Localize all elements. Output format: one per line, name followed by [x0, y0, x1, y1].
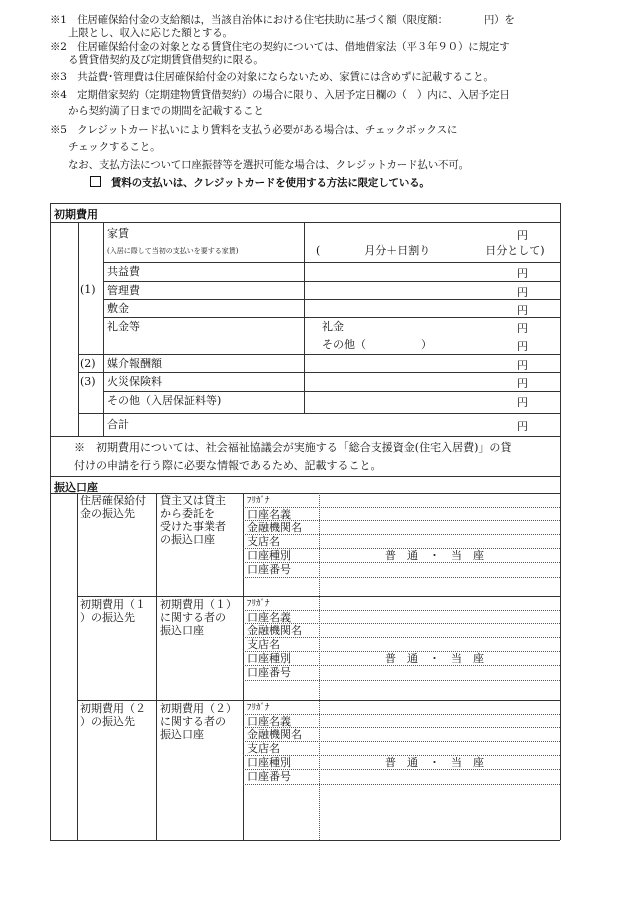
- block-3-account-number-input[interactable]: [320, 770, 559, 783]
- block-3-furigana-input[interactable]: [320, 701, 559, 713]
- rent-calculation: ( 月分＋日割り 日分として): [316, 244, 545, 257]
- block-1-bank-input[interactable]: [320, 521, 559, 533]
- group-1-label: (1): [80, 283, 96, 296]
- initial-costs-footnote-line-1: ※ 初期費用については、社会福祉協議会が実施する「総合支援資金(住宅入居費)」の貸: [74, 441, 512, 454]
- block-2-account-number-label: 口座番号: [247, 666, 291, 679]
- block-1-furigana-input[interactable]: [320, 494, 559, 506]
- deposit-label: 敷金: [107, 302, 129, 315]
- block-1-account-owner-line-2: から委託を: [160, 507, 215, 520]
- block-3-account-owner-line-3: 振込口座: [160, 728, 204, 741]
- block-1-account-name-input[interactable]: [320, 508, 559, 519]
- credit-card-checkbox-row[interactable]: [90, 176, 430, 190]
- total-yen: 円: [517, 420, 528, 433]
- fire-insurance-label: 火災保険料: [107, 375, 162, 388]
- block-3-bank-input[interactable]: [320, 728, 559, 740]
- rent-label: 家賃: [107, 227, 129, 240]
- note-1-line-1: ※1 住居確保給付金の支給額は，当該自治体における住宅扶助に基づく額（限度額： 円）を: [50, 14, 515, 26]
- block-3-account-type-label: 口座種別: [247, 756, 291, 769]
- block-1-account-type-label: 口座種別: [247, 549, 291, 562]
- block-2-account-type-label: 口座種別: [247, 652, 291, 665]
- note-2-line-1: ※2 住居確保給付金の対象となる賃貸住宅の契約については、借地借家法（平３年９０）に規定す: [50, 41, 510, 53]
- block-1-account-owner-line-4: の振込口座: [160, 533, 215, 546]
- group-3-label: (3): [80, 375, 96, 388]
- block-2-account-number-input[interactable]: [320, 666, 559, 679]
- note-5-line-1: ※5 クレジットカード払いにより賃料を支払う必要がある場合は、チェックボックスに: [50, 124, 458, 136]
- block-1-account-name-label: 口座名義: [247, 508, 291, 521]
- total-label: 合計: [107, 418, 129, 431]
- group-2-label: (2): [80, 357, 96, 370]
- key-money-label: 礼金等: [107, 320, 140, 333]
- other-fee-yen: 円: [517, 396, 528, 409]
- initial-costs-footnote-line-2: 付けの申請を行う際に必要な情報であるため、記載すること。: [74, 459, 382, 472]
- note-2-line-2: る賃貸借契約及び定期賃貸借契約に限る。: [68, 54, 264, 66]
- block-3-account-owner-line-2: に関する者の: [160, 715, 226, 728]
- management-fee-yen: 円: [517, 286, 528, 299]
- block-1-account-number-input[interactable]: [320, 563, 559, 576]
- block-2-branch-input[interactable]: [320, 638, 559, 650]
- broker-fee-yen: 円: [517, 359, 528, 372]
- block-3-account-type-value[interactable]: 普 通 ・ 当 座: [385, 756, 484, 769]
- credit-card-checkbox-label: 賃料の支払いは、クレジットカードを使用する方法に限定している。: [111, 177, 430, 189]
- transfer-title: 振込口座: [54, 481, 98, 494]
- block-1-destination-line-2: 金の振込先: [80, 507, 135, 520]
- block-2-account-type-value[interactable]: 普 通 ・ 当 座: [385, 652, 484, 665]
- other-yen: 円: [517, 340, 528, 353]
- note-3: ※3 共益費･管理費は住居確保給付金の対象にならないため、家賃には含めずに記載すること。: [50, 71, 494, 83]
- key-money-sublabel: 礼金: [322, 320, 344, 333]
- block-2-furigana-input[interactable]: [320, 597, 559, 609]
- other-sublabel: その他（ ）: [322, 338, 432, 351]
- block-2-account-owner-line-2: に関する者の: [160, 611, 226, 624]
- block-1-branch-label: 支店名: [247, 535, 280, 548]
- block-3-account-owner-line-1: 初期費用（２）: [160, 702, 237, 715]
- block-2-account-name-label: 口座名義: [247, 611, 291, 624]
- note-4-line-2: から契約満了日までの期間を記載すること: [68, 105, 264, 117]
- deposit-yen: 円: [517, 304, 528, 317]
- management-fee-label: 管理費: [107, 284, 140, 297]
- block-1-furigana-label: ﾌﾘｶﾞﾅ: [247, 496, 270, 506]
- block-3-branch-input[interactable]: [320, 742, 559, 754]
- block-2-account-owner-line-3: 振込口座: [160, 624, 204, 637]
- block-2-account-name-input[interactable]: [320, 611, 559, 622]
- block-2-bank-label: 金融機関名: [247, 624, 302, 637]
- block-3-bank-label: 金融機関名: [247, 728, 302, 741]
- block-2-bank-input[interactable]: [320, 624, 559, 636]
- block-1-branch-input[interactable]: [320, 535, 559, 547]
- broker-fee-label: 媒介報酬額: [107, 357, 162, 370]
- rent-sublabel: (入居に際して当初の支払いを要する家賃): [107, 247, 239, 255]
- block-1-account-type-value[interactable]: 普 通 ・ 当 座: [385, 549, 484, 562]
- block-3-account-number-label: 口座番号: [247, 770, 291, 783]
- block-3-furigana-label: ﾌﾘｶﾞﾅ: [247, 703, 270, 713]
- key-money-yen: 円: [517, 322, 528, 335]
- block-3-branch-label: 支店名: [247, 742, 280, 755]
- block-2-branch-label: 支店名: [247, 638, 280, 651]
- note-5-line-2: チェックすること。: [68, 141, 161, 153]
- common-fee-yen: 円: [517, 267, 528, 280]
- block-1-account-owner-line-3: 受けた事業者: [160, 520, 226, 533]
- note-5-line-3: なお、支払方法について口座振替等を選択可能な場合は、クレジットカード払い不可。: [68, 159, 469, 171]
- block-1-bank-label: 金融機関名: [247, 521, 302, 534]
- block-3-destination-line-1: 初期費用（２: [80, 702, 146, 715]
- note-1-line-2: 上限とし、収入に応じた額とする。: [68, 27, 233, 39]
- note-4-line-1: ※4 定期借家契約（定期建物賃貸借契約）の場合に限り、入居予定日欄の（ ）内に、入居予定日: [50, 89, 510, 101]
- block-1-account-number-label: 口座番号: [247, 563, 291, 576]
- credit-card-checkbox[interactable]: [90, 176, 101, 187]
- block-2-destination-line-1: 初期費用（１: [80, 598, 146, 611]
- block-3-destination-line-2: ）の振込先: [80, 715, 135, 728]
- block-1-destination-line-1: 住居確保給付: [80, 494, 146, 507]
- common-fee-label: 共益費: [107, 265, 140, 278]
- block-3-account-name-label: 口座名義: [247, 715, 291, 728]
- block-2-destination-line-2: ）の振込先: [80, 611, 135, 624]
- other-fee-label: その他（入居保証料等): [107, 394, 222, 407]
- block-2-account-owner-line-1: 初期費用（１）: [160, 598, 237, 611]
- block-3-account-name-input[interactable]: [320, 715, 559, 726]
- block-1-account-owner-line-1: 貸主又は貸主: [160, 494, 226, 507]
- rent-yen: 円: [517, 229, 528, 242]
- block-2-furigana-label: ﾌﾘｶﾞﾅ: [247, 599, 270, 609]
- initial-costs-title: 初期費用: [54, 208, 98, 221]
- fire-insurance-yen: 円: [517, 377, 528, 390]
